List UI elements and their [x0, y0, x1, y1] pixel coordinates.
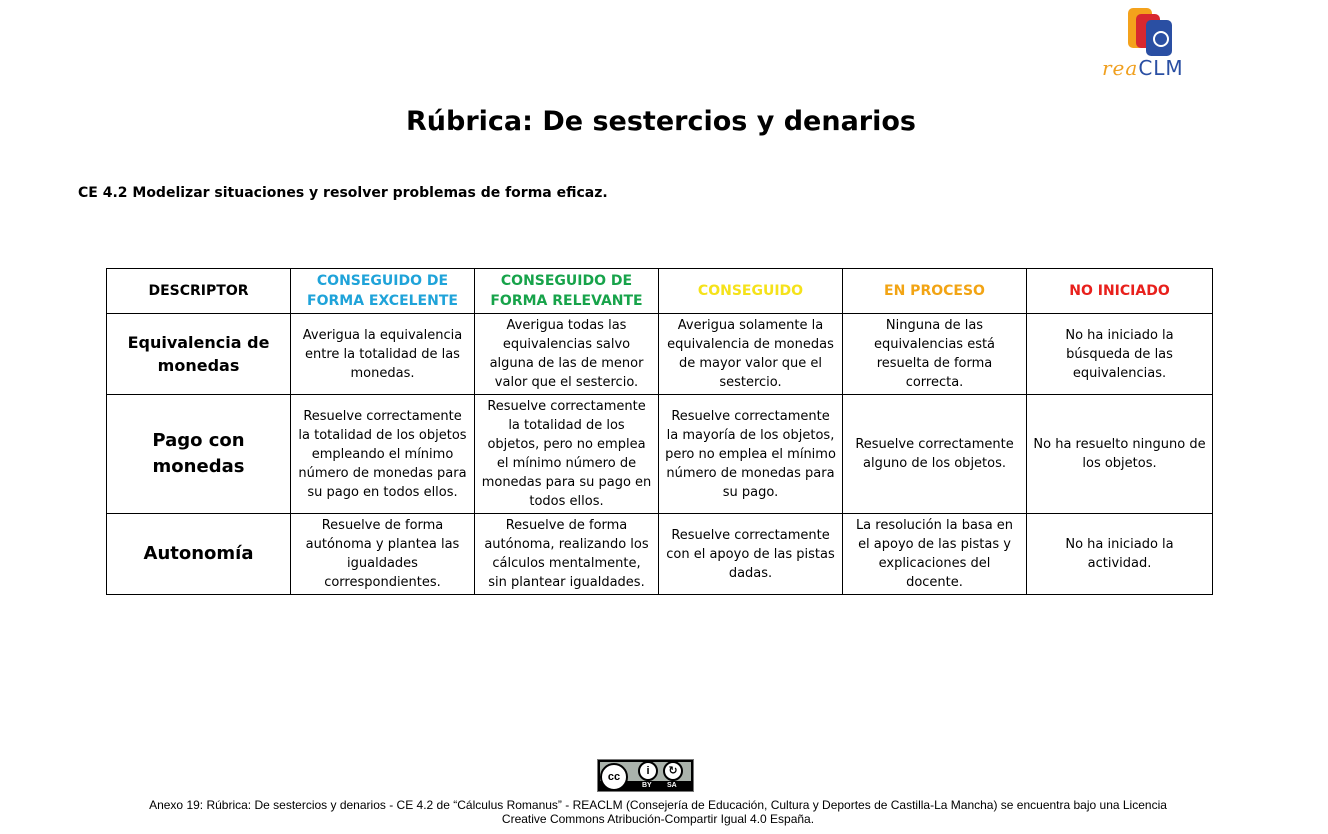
creative-commons-by-sa-icon — [597, 759, 694, 792]
sa-label: SA — [667, 782, 677, 789]
table-cell: Resuelve correctamente con el apoyo de las pistas dadas. — [659, 514, 843, 595]
footer-line-2: Creative Commons Atribución-Compartir Igual 4.0 España. — [501, 812, 815, 826]
table-header-row — [107, 269, 1213, 314]
table-cell: Resuelve de forma autónoma, realizando los cálculos mentalmente, sin plantear igualdades. — [475, 514, 659, 595]
reaclm-logo-text: reaCLM — [1102, 56, 1184, 80]
reaclm-logo — [1098, 6, 1206, 80]
table-cell: Resuelve correctamente la totalidad de los objetos, pero no emplea el mínimo número de monedas para su pago en todos ellos. — [475, 395, 659, 514]
header-cell: CONSEGUIDO DE FORMA RELEVANTE — [475, 269, 659, 314]
table-cell: No ha iniciado la búsqueda de las equivalencias. — [1027, 314, 1213, 395]
table-cell: Resuelve correctamente la totalidad de los objetos empleando el mínimo número de monedas para su pago en todos ellos. — [291, 395, 475, 514]
table-row — [107, 395, 1213, 514]
header-cell: DESCRIPTOR — [107, 269, 291, 314]
table-cell: Resuelve correctamente la mayoría de los objetos, pero no emplea el mínimo número de monedas para su pago. — [659, 395, 843, 514]
header-cell: NO INICIADO — [1027, 269, 1213, 314]
descriptor-cell: Pago con monedas — [107, 395, 291, 514]
table-cell: Averigua solamente la equivalencia de monedas de mayor valor que el sestercio. — [659, 314, 843, 395]
table-cell: No ha resuelto ninguno de los objetos. — [1027, 395, 1213, 514]
descriptor-cell: Autonomía — [107, 514, 291, 595]
header-cell: EN PROCESO — [843, 269, 1027, 314]
reaclm-logo-icon — [1128, 6, 1176, 56]
share-alike-icon: ↻ — [663, 761, 683, 781]
criterion-subtitle: CE 4.2 Modelizar situaciones y resolver problemas de forma eficaz. — [78, 185, 608, 201]
descriptor-cell: Equivalencia de monedas — [107, 314, 291, 395]
table-cell: La resolución la basa en el apoyo de las pistas y explicaciones del docente. — [843, 514, 1027, 595]
table-row — [107, 514, 1213, 595]
table-row — [107, 314, 1213, 395]
cc-icon: cc — [600, 763, 628, 791]
table-cell: Ninguna de las equivalencias está resuelta de forma correcta. — [843, 314, 1027, 395]
table-cell: Resuelve correctamente alguno de los objetos. — [843, 395, 1027, 514]
header-cell: CONSEGUIDO — [659, 269, 843, 314]
page-title: Rúbrica: De sestercios y denarios — [406, 106, 916, 137]
rubric-table — [106, 268, 1213, 595]
by-label: BY — [642, 782, 652, 789]
attribution-icon: i — [638, 761, 658, 781]
table-cell: Resuelve de forma autónoma y plantea las igualdades correspondientes. — [291, 514, 475, 595]
table-cell: Averigua todas las equivalencias salvo alguna de las de menor valor que el sestercio. — [475, 314, 659, 395]
table-cell: No ha iniciado la actividad. — [1027, 514, 1213, 595]
license-footer — [0, 798, 1316, 826]
footer-line-1: Anexo 19: Rúbrica: De sestercios y denarios - CE 4.2 de “Cálculus Romanus” - REACLM (Consejería de Educación, Cultura y Deportes de Castilla-La Mancha) se encuentra bajo una Licencia — [149, 798, 1167, 812]
header-cell: CONSEGUIDO DE FORMA EXCELENTE — [291, 269, 475, 314]
table-cell: Averigua la equivalencia entre la totalidad de las monedas. — [291, 314, 475, 395]
